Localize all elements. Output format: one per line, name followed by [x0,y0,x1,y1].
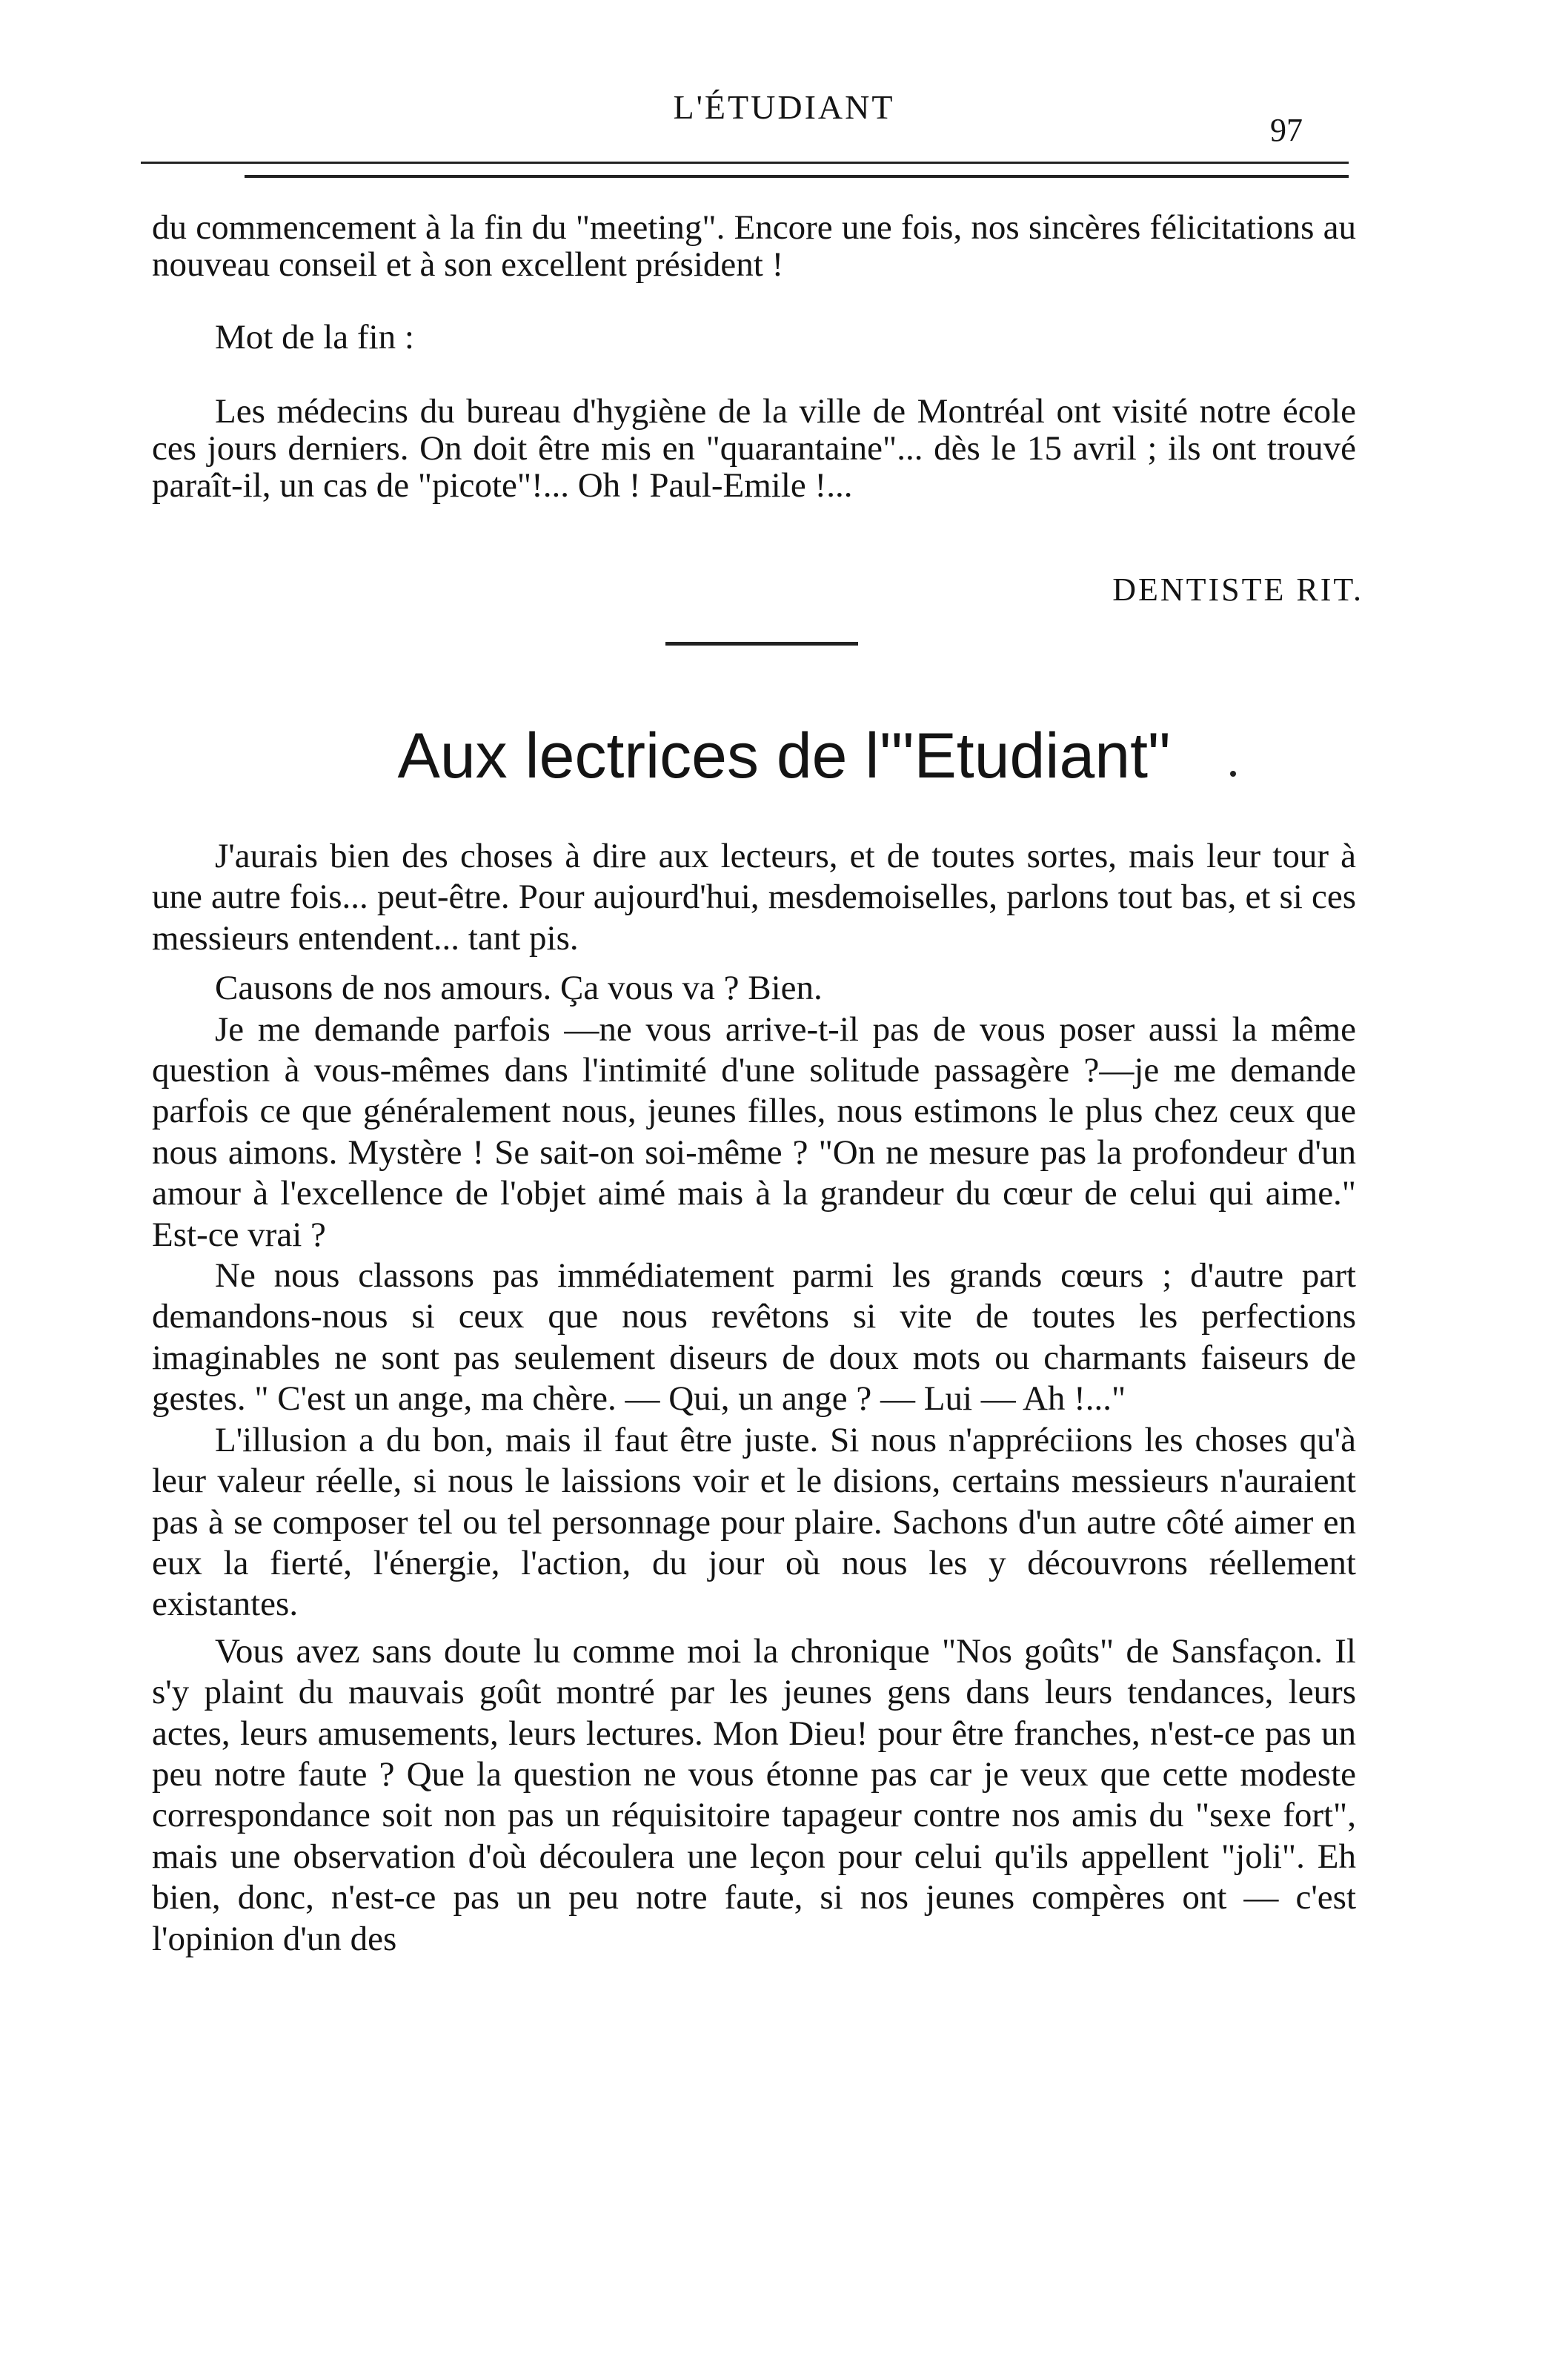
article-paragraph-6: Vous avez sans doute lu comme moi la chronique "Nos goûts" de Sansfaçon. Il s'y plaint du mauvais goût montré par les jeunes gens dans leurs tendances, leurs actes, leurs amusements, leurs lectures. Mon Dieu! pour être franches, n'est-ce pas un peu notre faute ? Que la question ne vous étonne pas car je veux que cette modeste correspondance soit non pas un réquisitoire tapageur contre nos amis du "sexe fort", mais une observation d'où découlera une leçon pour celui qu'ils appellent "joli". Eh bien, donc, n'est-ce pas un peu notre faute, si nos jeunes compères ont — c'est l'opinion d'un des [152,1631,1356,1958]
article-paragraph-2: Causons de nos amours. Ça vous va ? Bien. [215,969,823,1008]
header-rule-double [245,175,1349,178]
page-number: 97 [1270,112,1303,148]
section-divider [665,642,858,646]
article-paragraph-5: L'illusion a du bon, mais il faut être juste. Si nous n'appréciions les choses qu'à leur valeur réelle, si nous le laissions voir et le disions, certains messieurs n'auraient pas à se composer tel ou tel personnage pour plaire. Sachons d'un autre côté aimer en eux la fierté, l'énergie, l'action, du jour où nous les y découvrons réellement existantes. [152,1420,1356,1624]
paragraph: du commencement à la fin du "meeting". Encore une fois, nos sincères félicitations au nouveau conseil et à son excellent président ! [152,208,1356,284]
article-paragraph-1: J'aurais bien des choses à dire aux lecteurs, et de toutes sortes, mais leur tour à une autre fois... peut-être. Pour aujourd'hui, mesdemoiselles, parlons tout bas, et si ces messieurs entendent... tant pis. [152,837,1356,958]
previous-article-end [152,209,1356,283]
running-title: L'ÉTUDIANT [673,88,895,126]
header-rule [141,162,1349,164]
closing-note-block [152,393,1356,504]
article-body [152,836,1356,1960]
closing-note-label: Mot de la fin : [215,318,414,357]
article-paragraph-4: Ne nous classons pas immédiatement parmi les grands cœurs ; d'autre part demandons-nous si ceux que nous revêtons si vite de toutes les perfections imaginables ne sont pas seulement diseurs de doux mots ou charmants faiseurs de gestes. " C'est un ange, ma chère. — Qui, un ange ? — Lui — Ah !..." [152,1256,1356,1419]
author-signature: DENTISTE RIT. [1112,571,1363,608]
closing-note: Les médecins du bureau d'hygiène de la ville de Montréal ont visité notre école ces jours derniers. On doit être mis en "quarantaine"... dès le 15 avril ; ils ont trouvé paraît-il, un cas de "picote"!... Oh ! Paul-Emile !... [152,392,1356,505]
article-title: Aux lectrices de l'"Etudiant" [397,720,1171,792]
closing-note-label-block [152,319,1356,356]
article-paragraph-3: Je me demande parfois —ne vous arrive-t-il pas de vous poser aussi la même question à vous-mêmes dans l'intimité d'une solitude passagère ?—je me demande parfois ce que généralement nous, jeunes filles, nous estimons le plus chez ceux que nous aimons. Mystère ! Se sait-on soi-même ? "On ne mesure pas la profondeur d'un amour à l'excellence de l'objet aimé mais à la grandeur du cœur de celui qui aime." Est-ce vrai ? [152,1009,1356,1254]
print-speck [1230,771,1236,777]
